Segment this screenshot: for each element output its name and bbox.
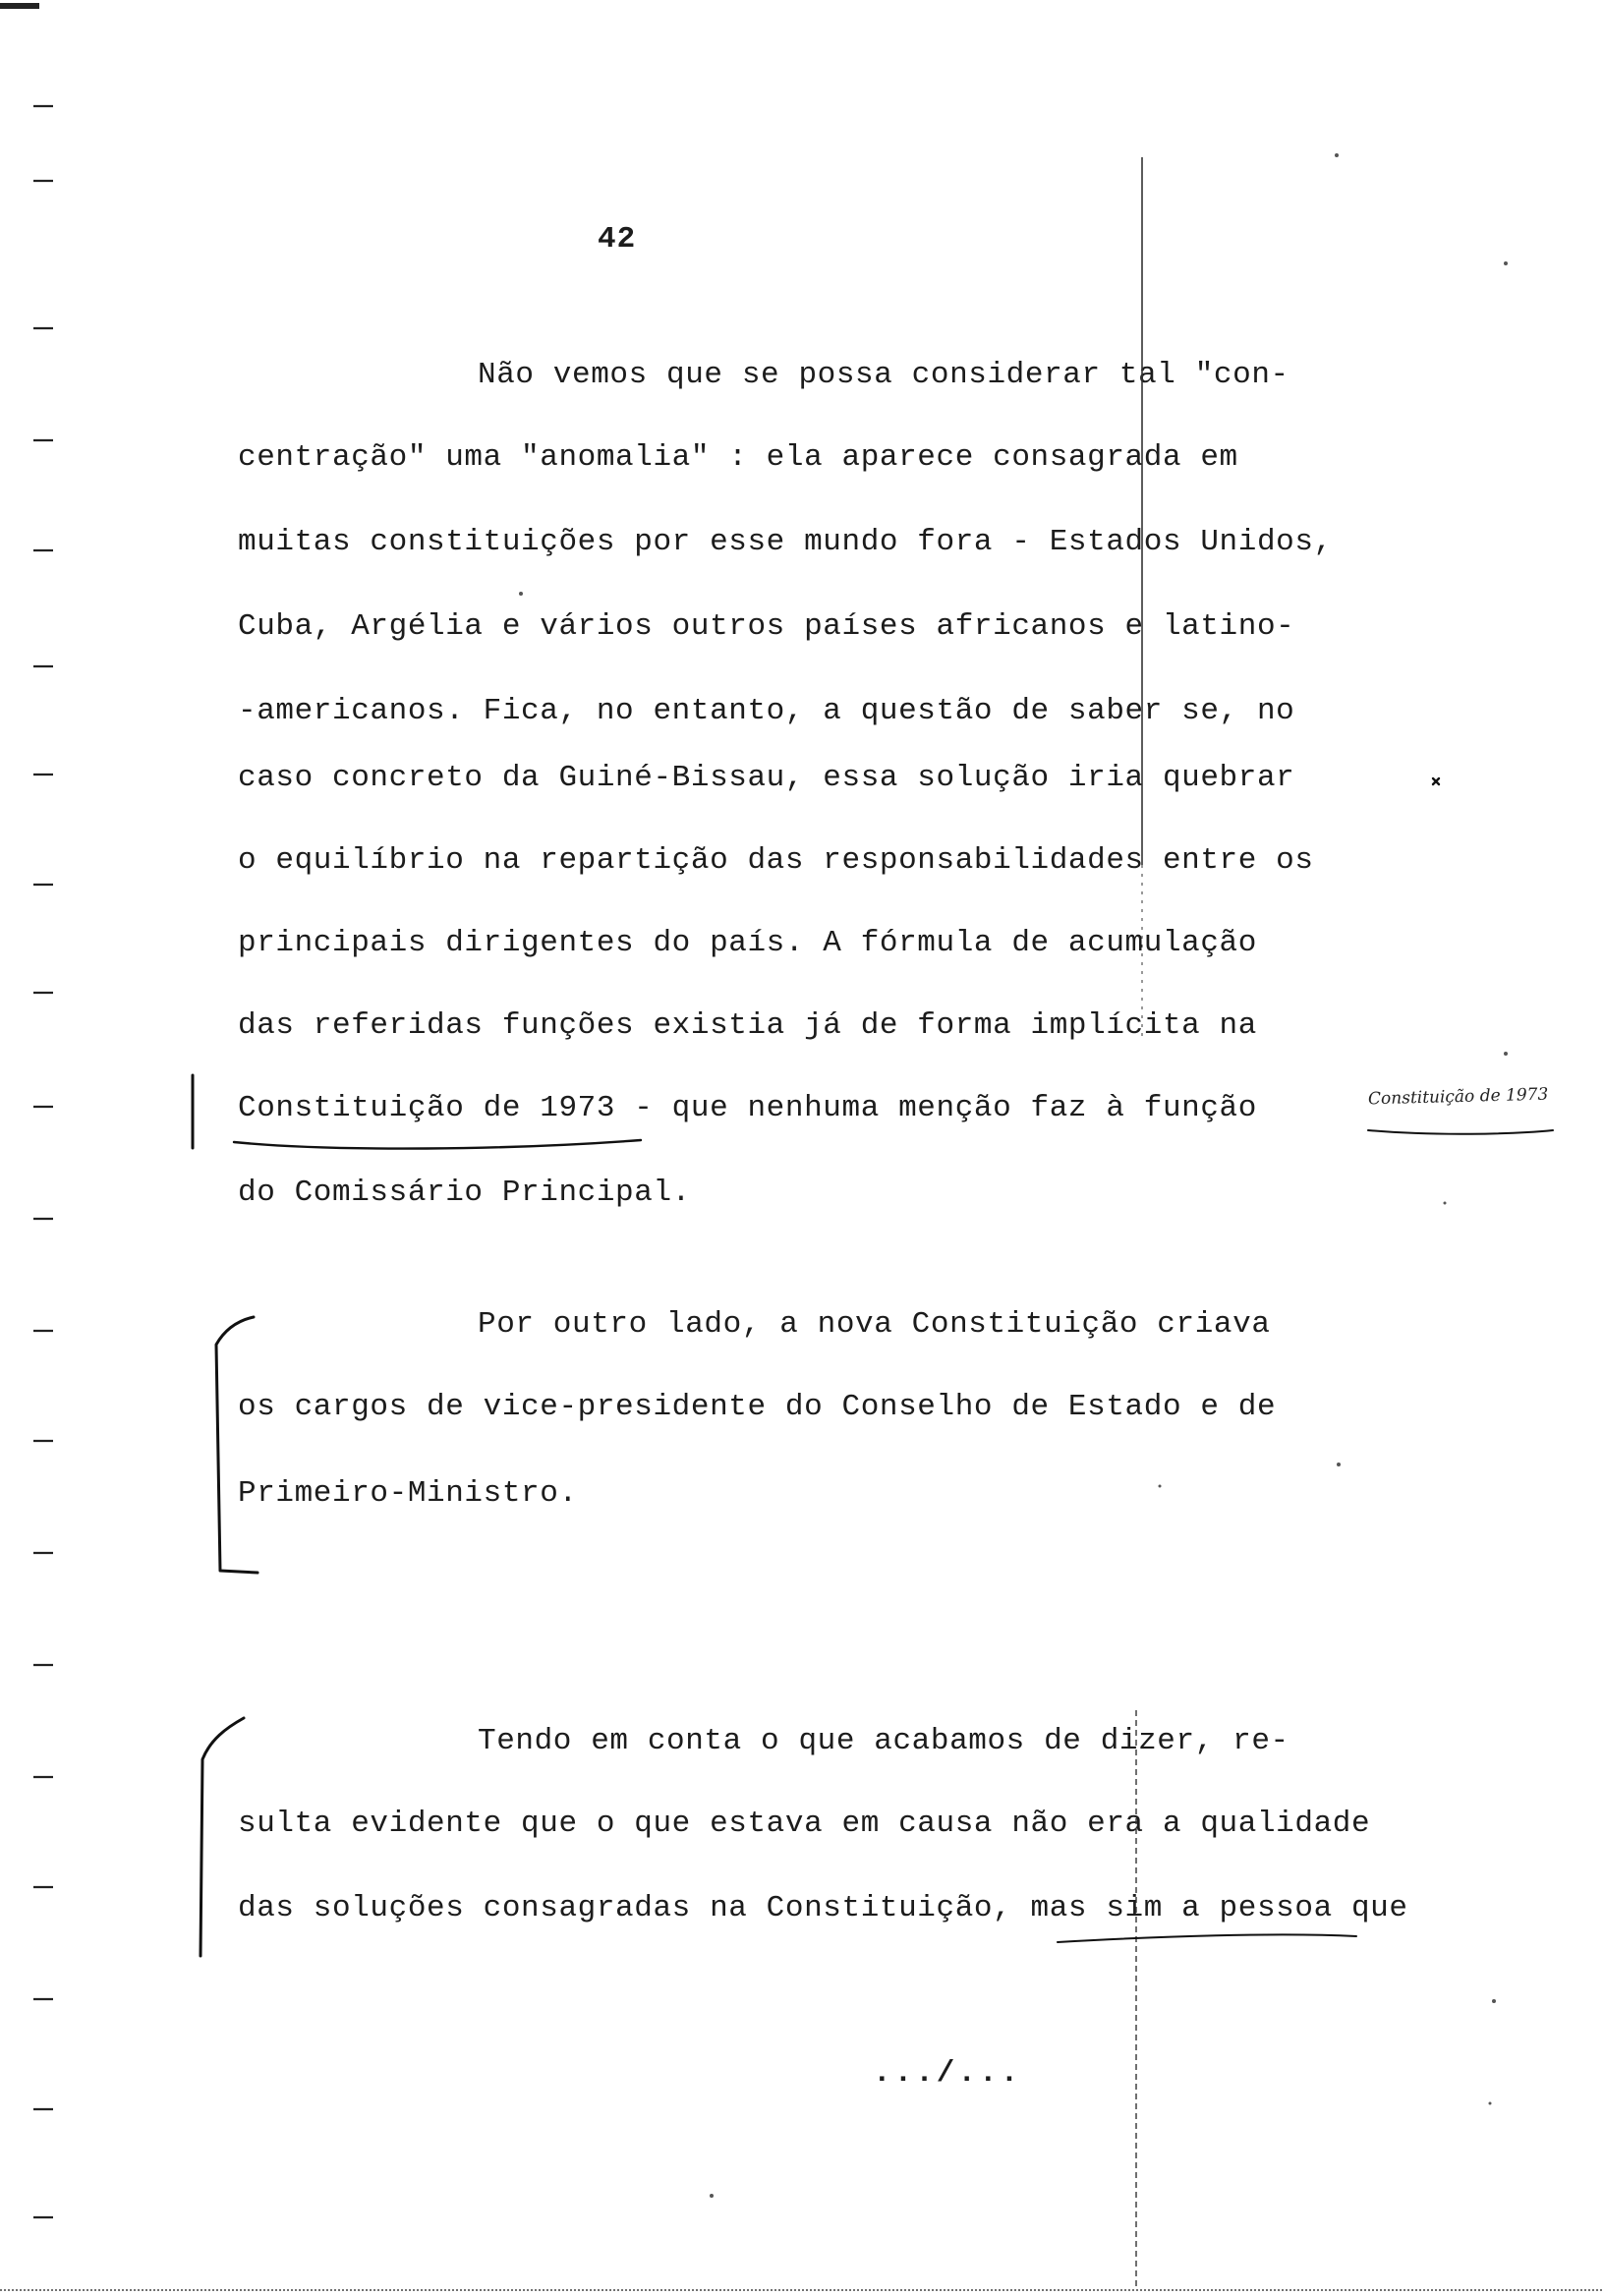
page-number: 42 — [598, 222, 637, 257]
text-line: Cuba, Argélia e vários outros países africanos e latino- — [238, 609, 1295, 644]
text-line: Por outro lado, a nova Constituição criava — [478, 1307, 1271, 1342]
text-line: das soluções consagradas na Constituição, mas sim a pessoa que — [238, 1891, 1408, 1925]
continuation-mark: .../... — [873, 2056, 1022, 2091]
text-line: principais dirigentes do país. A fórmula de acumulação — [238, 926, 1257, 960]
text-line: o equilíbrio na repartição das responsabilidades entre os — [238, 843, 1314, 878]
text-line: Tendo em conta o que acabamos de dizer, re- — [478, 1724, 1289, 1758]
text-line: os cargos de vice-presidente do Conselho de Estado e de — [238, 1390, 1277, 1424]
text-line: Não vemos que se possa considerar tal "con- — [478, 358, 1289, 392]
text-line: sulta evidente que o que estava em causa não era a qualidade — [238, 1807, 1371, 1841]
handwritten-margin-note: Constituição de 1973 — [1367, 1084, 1549, 1110]
text-line: -americanos. Fica, no entanto, a questão de saber se, no — [238, 694, 1295, 728]
text-line: Constituição de 1973 - que nenhuma menção faz à função — [238, 1091, 1257, 1125]
text-line: muitas constituições por esse mundo fora - Estados Unidos, — [238, 525, 1333, 559]
left-edge-marks — [0, 6, 53, 2217]
text-line: centração" uma "anomalia" : ela aparece consagrada em — [238, 440, 1238, 475]
text-line: do Comissário Principal. — [238, 1176, 691, 1210]
text-line: caso concreto da Guiné-Bissau, essa solução iria quebrar — [238, 761, 1295, 795]
text-line: Primeiro-Ministro. — [238, 1476, 578, 1511]
text-line: das referidas funções existia já de forma implícita na — [238, 1008, 1257, 1043]
